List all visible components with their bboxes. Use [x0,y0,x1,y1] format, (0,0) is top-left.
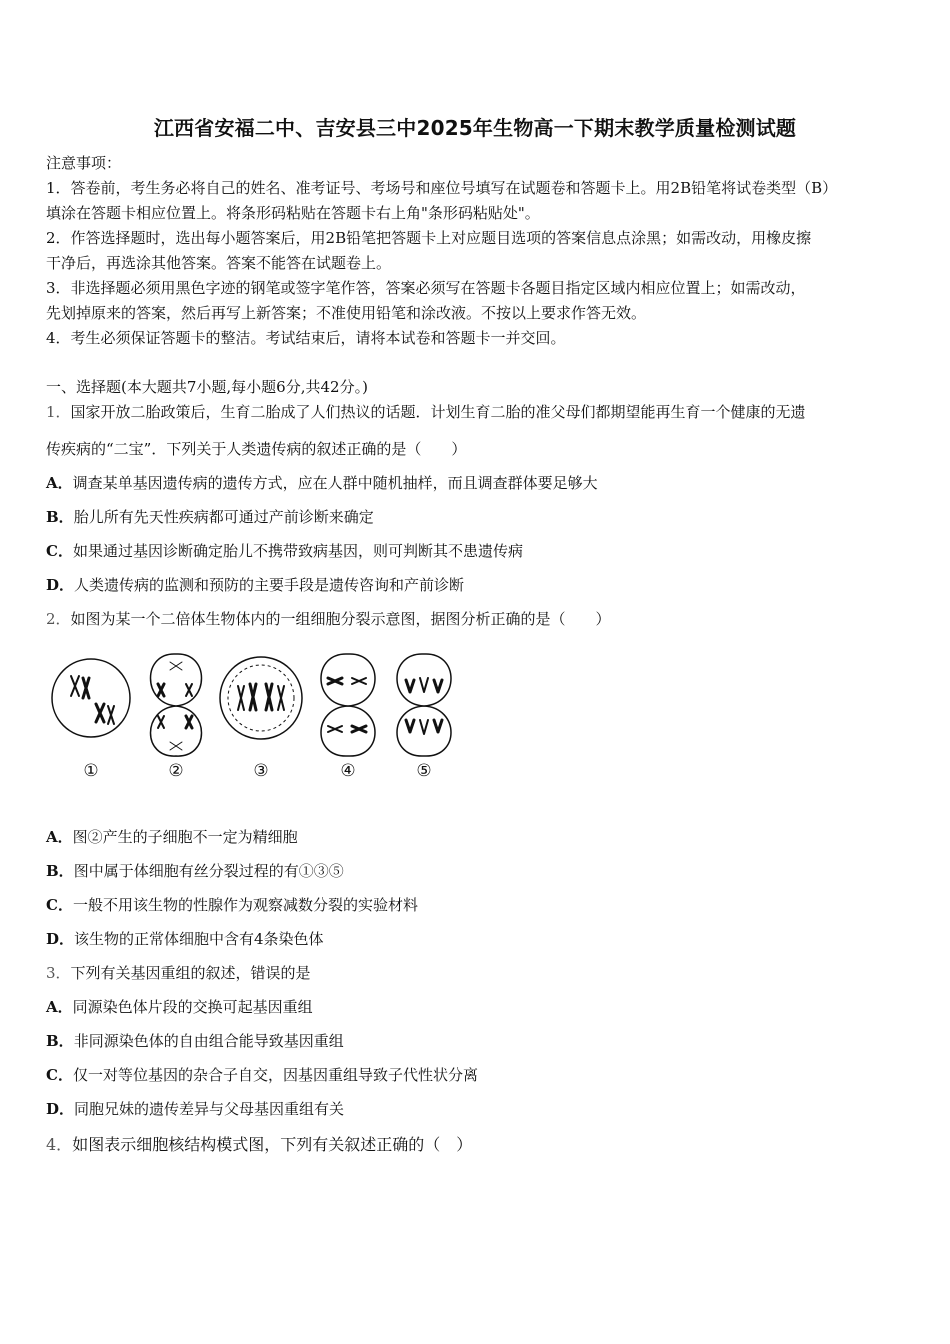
option-c: C．如果通过基因诊断确定胎儿不携带致病基因，则可判断其不患遗传病 [46,542,523,560]
option-a: A．图②产生的子细胞不一定为精细胞 [46,828,298,846]
chromosome [328,678,342,684]
chromosome [238,686,244,710]
cell-2 [151,654,202,756]
option-d: D．同胞兄妹的遗传差异与父母基因重组有关 [46,1100,345,1118]
question-number: 4． [46,1135,73,1154]
chromosome [250,684,256,710]
notice-heading: 注意事项： [46,154,122,172]
question-1-cont: 传疾病的“二宝”．下列关于人类遗传病的叙述正确的是（ ） [46,440,467,458]
cell-1 [52,659,130,737]
notice-line: 填涂在答题卡相应位置上。将条形码粘贴在答题卡右上角"条形码粘贴处"。 [46,204,540,222]
page-title: 江西省安福二中、吉安县三中2025年生物高一下期末教学质量检测试题 [153,116,797,140]
chromosome [158,716,164,728]
question-2 [46,608,906,629]
notice-line: 1．答卷前，考生务必将自己的姓名、准考证号、考场号和座位号填写在试题卷和答题卡上。用2B铅笔将试卷类型（B） [46,179,838,197]
option-b: B．非同源染色体的自由组合能导致基因重组 [46,1032,344,1050]
option-a: A．调查某单基因遗传病的遗传方式，应在人群中随机抽样，而且调查群体要足够大 [46,474,598,492]
chromosome [71,676,79,696]
question-number: 3． [46,964,71,982]
option-b: B．胎儿所有先天性疾病都可通过产前诊断来确定 [46,508,374,526]
chromosome [278,686,284,710]
chromosome [186,684,192,696]
question-4 [46,1132,906,1155]
option-a: A．同源染色体片段的交换可起基因重组 [46,998,313,1016]
cell-5 [397,654,451,756]
question-3 [46,962,906,983]
option-b: B．图中属于体细胞有丝分裂过程的有①③⑤ [46,862,344,880]
chromosome [266,684,272,710]
option-d: D．该生物的正常体细胞中含有4条染色体 [46,930,324,948]
figure-label: ② [168,761,184,781]
question-text: 下列有关基因重组的叙述，错误的是 [70,964,311,982]
figure-label: ① [83,761,99,781]
chromosome [420,720,428,734]
cell-division-figure [46,648,476,788]
chromosome [406,680,414,692]
chromosome [108,706,114,724]
notice-line: 先划掉原来的答案，然后再写上新答案；不准使用铅笔和涂改液。不按以上要求作答无效。 [46,304,647,322]
chromosome [186,716,192,728]
question-text: 如图为某一个二倍体生物体内的一组细胞分裂示意图，据图分析正确的是（ ） [70,610,611,628]
chromosome [434,720,442,732]
cell-3 [220,657,302,739]
chromosome [434,680,442,692]
question-text: 如图表示细胞核结构模式图，下列有关叙述正确的（ ） [72,1135,473,1154]
option-d: D．人类遗传病的监测和预防的主要手段是遗传咨询和产前诊断 [46,576,465,594]
notice-line: 干净后，再选涂其他答案。答案不能答在试题卷上。 [46,254,392,272]
chromosome [83,678,89,698]
cell-4 [321,654,375,756]
question-text: 国家开放二胎政策后，生育二胎成了人们热议的话题．计划生育二胎的准父母们都期望能再生育一个健康的无遗 [70,403,806,421]
option-c: C．一般不用该生物的性腺作为观察减数分裂的实验材料 [46,896,418,914]
chromosome [352,678,366,684]
chromosome [352,726,366,732]
chromosome [96,704,104,722]
notice-line: 3．非选择题必须用黑色字迹的钢笔或签字笔作答，答案必须写在答题卡各题目指定区域内相应位置上；如需改动， [46,279,806,297]
chromosome [420,678,428,692]
option-c: C．仅一对等位基因的杂合子自交，因基因重组导致子代性状分离 [46,1066,478,1084]
figure-label: ⑤ [416,761,432,781]
question-number: 2． [46,610,71,628]
notice-line: 4．考生必须保证答题卡的整洁。考试结束后，请将本试卷和答题卡一并交回。 [46,329,566,347]
chromosome [328,726,342,732]
figure-label: ④ [340,761,356,781]
section-heading: 一、选择题(本大题共7小题,每小题6分,共42分。) [46,378,368,396]
chromosome [406,720,414,732]
cell-3-inner [228,665,294,731]
question-number: 1． [46,403,71,421]
question-1 [46,401,906,422]
chromosome [158,684,164,696]
figure-label: ③ [253,761,269,781]
notice-line: 2．作答选择题时，选出每小题答案后，用2B铅笔把答题卡上对应题目选项的答案信息点涂黑；如需改动，用橡皮擦 [46,229,812,247]
